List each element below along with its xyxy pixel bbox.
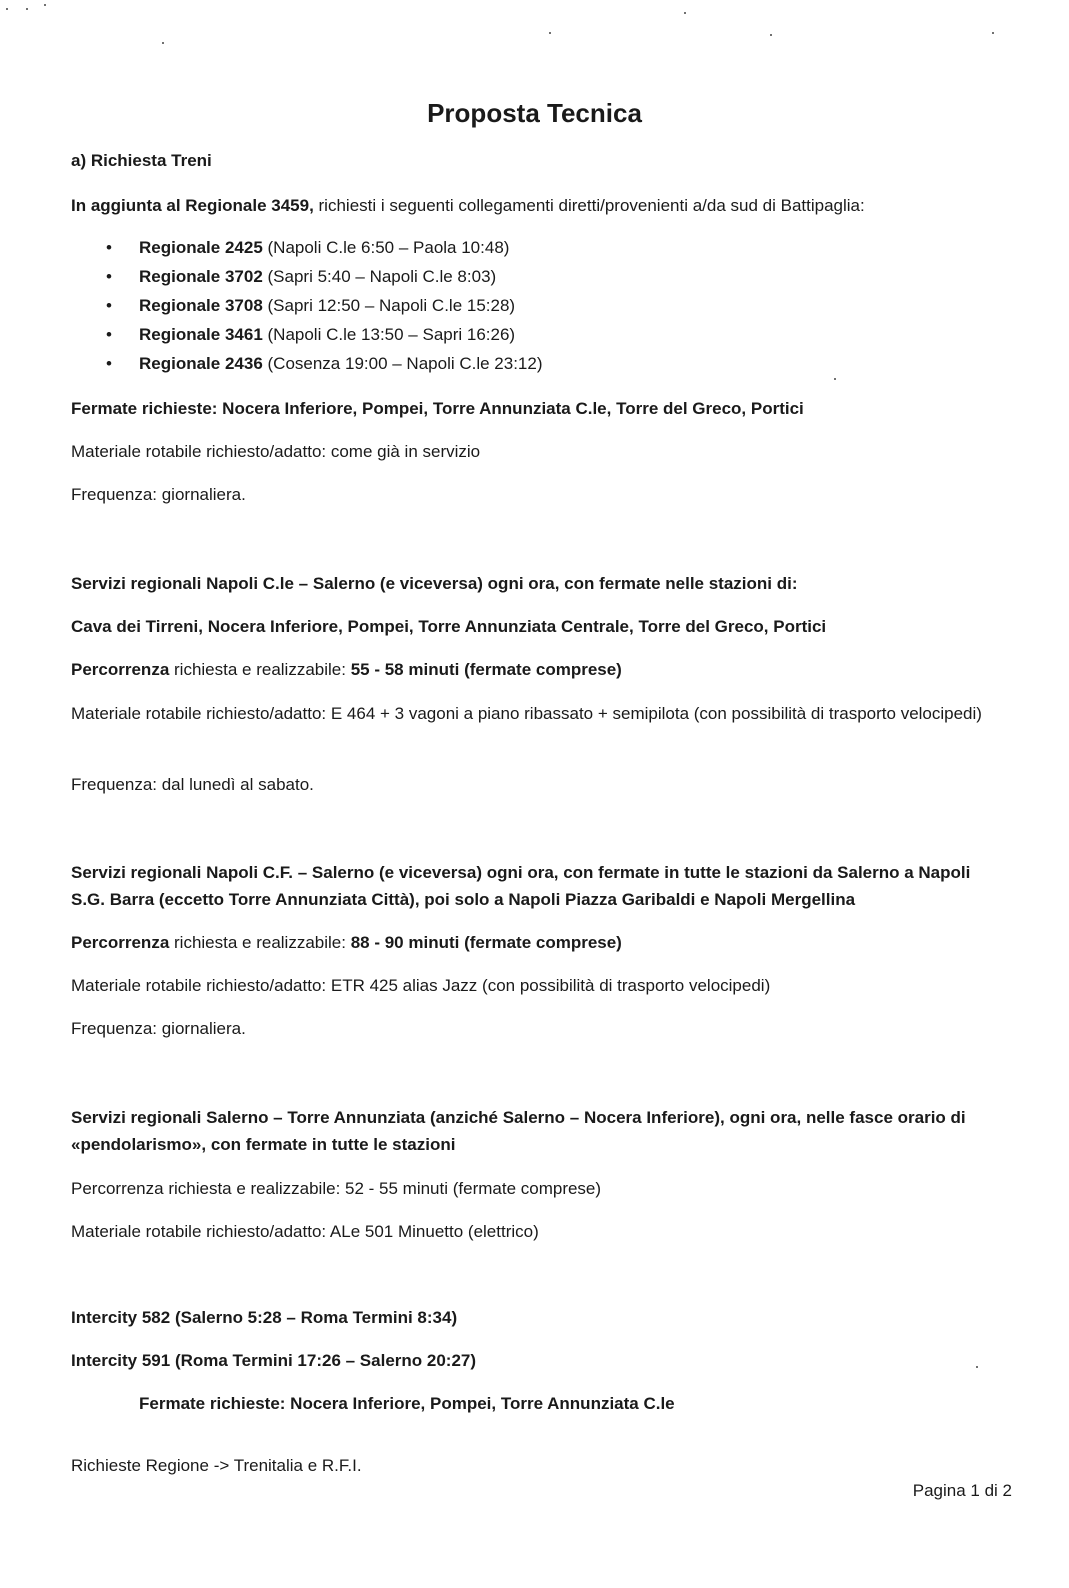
scan-speck [162, 42, 164, 44]
materiale-line: Materiale rotabile richiesto/adatto: come già in servizio [71, 442, 481, 461]
percorrenza-line: Percorrenza richiesta e realizzabile: 52 - 55 minuti (fermate comprese) [71, 1179, 602, 1198]
fermate-line: Fermate richieste: Nocera Inferiore, Pompei, Torre Annunziata C.le [139, 1394, 675, 1413]
train-name: Regionale 2436 [139, 354, 263, 373]
materiale-line: Materiale rotabile richiesto/adatto: ALe 501 Minuetto (elettrico) [71, 1222, 539, 1241]
intercity-line: Intercity 591 (Roma Termini 17:26 – Salerno 20:27) [71, 1351, 477, 1370]
materiale-line: Materiale rotabile richiesto/adatto: ETR 425 alias Jazz (con possibilità di trasporto velocipedi) [71, 976, 771, 995]
scan-speck [26, 8, 28, 10]
percorrenza-value: 55 - 58 minuti (fermate comprese) [350, 660, 622, 679]
percorrenza-value: 88 - 90 minuti (fermate comprese) [350, 933, 622, 952]
intercity-line: Intercity 582 (Salerno 5:28 – Roma Termini 8:34) [71, 1308, 458, 1327]
list-item [104, 296, 543, 325]
scan-speck [976, 1366, 978, 1368]
scan-speck [684, 12, 686, 14]
scan-speck [6, 8, 8, 10]
footer-note: Richieste Regione -> Trenitalia e R.F.I. [71, 1456, 362, 1475]
list-item [104, 238, 543, 267]
page-title: Proposta Tecnica [427, 98, 642, 128]
section-heading: a) Richiesta Treni [71, 151, 212, 170]
service-heading: Servizi regionali Napoli C.le – Salerno (e viceversa) ogni ora, con fermate nelle stazioni di: [71, 574, 798, 593]
percorrenza-label: Percorrenza [71, 660, 170, 679]
frequenza-line: Frequenza: giornaliera. [71, 1019, 246, 1038]
service-heading: Servizi regionali Salerno – Torre Annunziata (anziché Salerno – Nocera Inferiore), ogni ora, nelle fasce orario di «pendolarismo», con fermate in tutte le stazioni [71, 1108, 966, 1154]
fermate-line: Fermate richieste: Nocera Inferiore, Pompei, Torre Annunziata C.le, Torre del Greco, Portici [71, 399, 804, 418]
scan-speck [992, 32, 994, 34]
train-name: Regionale 3708 [139, 296, 263, 315]
percorrenza-line [71, 660, 622, 680]
scan-speck [549, 32, 551, 34]
frequenza-line: Frequenza: dal lunedì al sabato. [71, 775, 314, 794]
intro-paragraph [71, 196, 865, 216]
train-route: (Sapri 5:40 – Napoli C.le 8:03) [262, 267, 497, 286]
intro-rest: richiesti i seguenti collegamenti diretti/provenienti a/da sud di Battipaglia: [313, 196, 865, 215]
train-route: (Cosenza 19:00 – Napoli C.le 23:12) [262, 354, 543, 373]
stations-line: Cava dei Tirreni, Nocera Inferiore, Pompei, Torre Annunziata Centrale, Torre del Greco, Portici [71, 617, 827, 636]
train-route: (Sapri 12:50 – Napoli C.le 15:28) [262, 296, 516, 315]
percorrenza-mid: richiesta e realizzabile: [169, 660, 351, 679]
list-item [104, 354, 543, 383]
percorrenza-mid: richiesta e realizzabile: [169, 933, 351, 952]
frequenza-line: Frequenza: giornaliera. [71, 485, 246, 504]
list-item [104, 325, 543, 354]
train-name: Regionale 3702 [139, 267, 263, 286]
train-name: Regionale 3461 [139, 325, 263, 344]
page-number: Pagina 1 di 2 [912, 1481, 1012, 1500]
train-list [104, 238, 543, 383]
scan-speck [770, 34, 772, 36]
materiale-paragraph: Materiale rotabile richiesto/adatto: E 464 + 3 vagoni a piano ribassato + semipilota (con possibilità di trasporto velocipedi) [71, 704, 982, 723]
train-route: (Napoli C.le 6:50 – Paola 10:48) [262, 238, 510, 257]
scan-speck [834, 378, 836, 380]
percorrenza-label: Percorrenza [71, 933, 170, 952]
scan-speck [44, 4, 46, 6]
train-route: (Napoli C.le 13:50 – Sapri 16:26) [262, 325, 516, 344]
list-item [104, 267, 543, 296]
intro-bold: In aggiunta al Regionale 3459, [71, 196, 314, 215]
train-name: Regionale 2425 [139, 238, 263, 257]
service-heading: Servizi regionali Napoli C.F. – Salerno (e viceversa) ogni ora, con fermate in tutte le stazioni da Salerno a Napoli S.G. Barra (eccetto Torre Annunziata Città), poi solo a Napoli Piazza Garibaldi e Napoli Mergellina [71, 863, 971, 909]
percorrenza-line [71, 933, 622, 953]
